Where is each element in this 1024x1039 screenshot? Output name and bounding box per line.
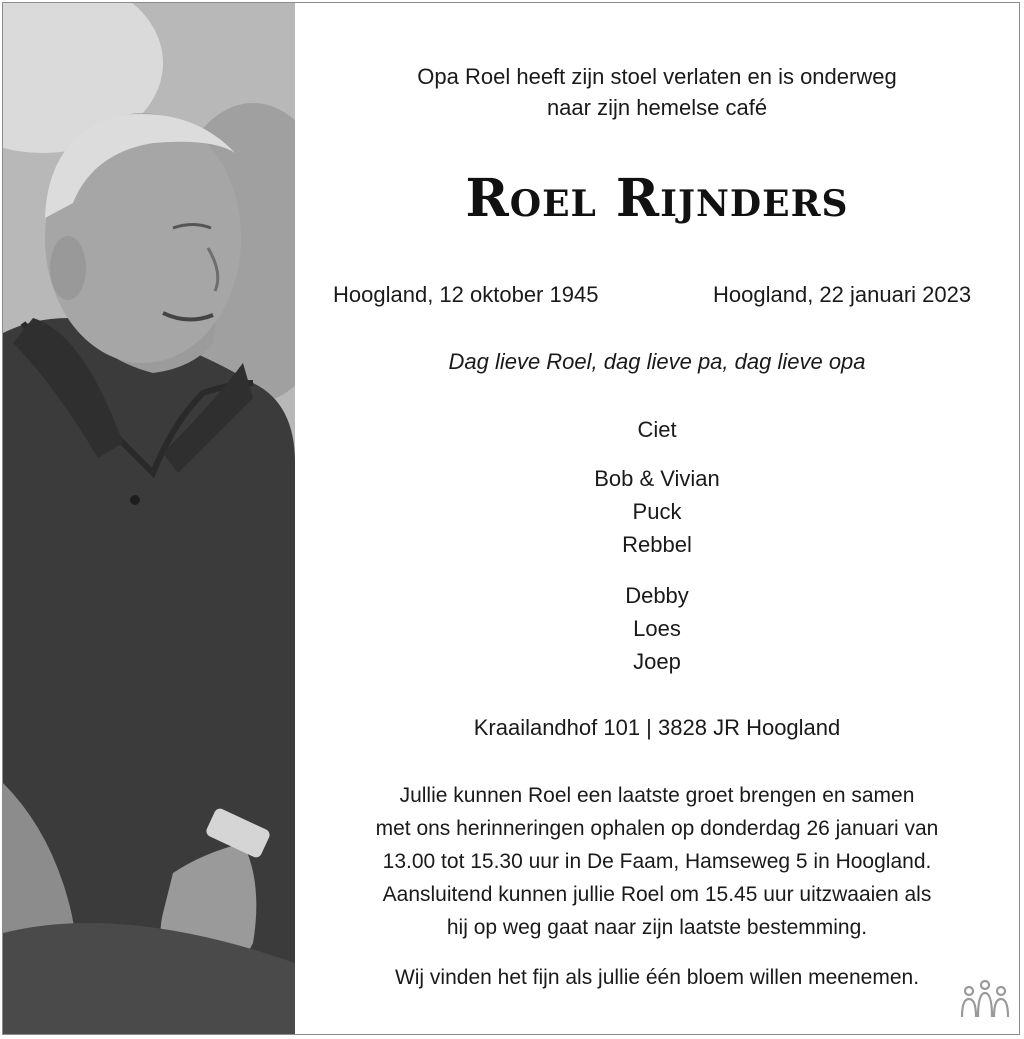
flowers-line: Wij vinden het fijn als jullie één bloem willen meenemen. xyxy=(394,966,920,989)
portrait-photo xyxy=(3,3,295,1034)
family-group-1 xyxy=(295,462,1019,561)
visitation-line: hij op weg gaat naar zijn laatste bestemming. xyxy=(446,916,868,939)
family-group-2 xyxy=(295,579,1019,678)
visitation-line: met ons herinneringen ophalen op donderdag 26 januari van xyxy=(375,817,939,840)
deceased-name: Roel Rijnders xyxy=(465,168,849,229)
address-line: Kraailandhof 101 | 3828 JR Hoogland xyxy=(473,715,841,740)
intro-line-1: Opa Roel heeft zijn stoel verlaten en is onderweg xyxy=(417,64,897,89)
people-group-icon xyxy=(959,979,1011,1024)
portrait-illustration xyxy=(3,3,295,1034)
dates-row xyxy=(295,282,1019,310)
visitation-line: Jullie kunnen Roel een laatste groet brengen en samen xyxy=(399,784,915,807)
visitation-paragraph xyxy=(295,779,1019,944)
family-member: Puck xyxy=(632,499,682,524)
family-member: Loes xyxy=(633,616,681,641)
family-spouse: Ciet xyxy=(637,417,677,442)
visitation-line: Aansluitend kunnen jullie Roel om 15.45 uur uitzwaaien als xyxy=(382,883,932,906)
family-member: Joep xyxy=(633,649,681,674)
family-member: Debby xyxy=(625,583,689,608)
death-date: Hoogland, 22 januari 2023 xyxy=(713,282,972,307)
notice-content xyxy=(295,3,1019,1034)
farewell-line: Dag lieve Roel, dag lieve pa, dag lieve opa xyxy=(448,349,866,374)
obituary-notice xyxy=(2,2,1020,1035)
family-member: Bob & Vivian xyxy=(594,466,720,491)
intro-text xyxy=(295,61,1019,123)
intro-line-2: naar zijn hemelse café xyxy=(546,95,768,120)
visitation-line: 13.00 tot 15.30 uur in De Faam, Hamseweg 5 in Hoogland. xyxy=(382,850,932,873)
family-member: Rebbel xyxy=(622,532,692,557)
birth-date: Hoogland, 12 oktober 1945 xyxy=(333,282,599,307)
